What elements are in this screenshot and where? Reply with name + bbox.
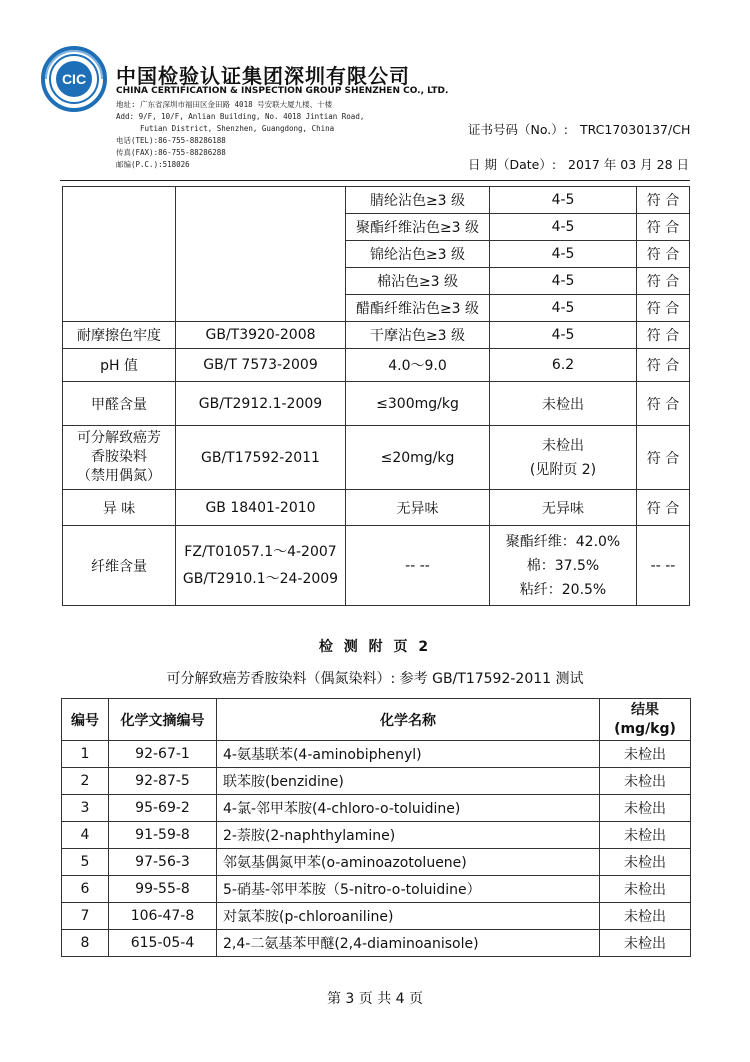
- header-divider: [60, 180, 690, 181]
- table-row: [63, 322, 690, 349]
- requirement: 醋酯纤维沾色≥3 级: [346, 295, 490, 322]
- cas-number: 92-87-5: [109, 768, 217, 795]
- row-no: 8: [62, 930, 109, 957]
- col-header-result: 结果 (mg/kg): [600, 699, 691, 741]
- verdict: 符 合: [637, 322, 690, 349]
- table-row: [63, 382, 690, 426]
- chemical-name: 4-氨基联苯(4-aminobiphenyl): [217, 741, 600, 768]
- results-table: [62, 186, 690, 606]
- cert-number-row: [468, 120, 690, 138]
- company-name-en: CHINA CERTIFICATION & INSPECTION GROUP SHENZHEN CO., LTD.: [116, 86, 449, 96]
- test-item: 可分解致癌芳 香胺染料 （禁用偶氮）: [63, 426, 176, 490]
- row-no: 6: [62, 876, 109, 903]
- test-standard: [176, 187, 346, 322]
- chemical-name: 2,4-二氨基苯甲醚(2,4-diaminoanisole): [217, 930, 600, 957]
- cas-number: 95-69-2: [109, 795, 217, 822]
- cert-number: TRC17030137/CH: [579, 122, 691, 137]
- requirement: 棉沾色≥3 级: [346, 268, 490, 295]
- result: 4-5: [490, 214, 637, 241]
- test-item: pH 值: [63, 349, 176, 382]
- requirement: 腈纶沾色≥3 级: [346, 187, 490, 214]
- requirement: -- --: [346, 526, 490, 606]
- date-value: 2017 年 03 月 28 日: [568, 157, 690, 172]
- verdict: 符 合: [637, 268, 690, 295]
- chemical-result: 未检出: [600, 876, 691, 903]
- requirement: 锦纶沾色≥3 级: [346, 241, 490, 268]
- cas-number: 106-47-8: [109, 903, 217, 930]
- test-item: 耐摩擦色牢度: [63, 322, 176, 349]
- table-row: [63, 187, 690, 214]
- verdict: 符 合: [637, 187, 690, 214]
- test-standard: FZ/T01057.1～4-2007 GB/T2910.1～24-2009: [176, 526, 346, 606]
- table-row: [62, 741, 691, 768]
- result: 无异味: [490, 490, 637, 526]
- chemical-result: 未检出: [600, 795, 691, 822]
- page-number: 第 3 页 共 4 页: [326, 991, 424, 1007]
- postcode-line: 邮编(P.C.):518026: [116, 160, 190, 169]
- requirement: 无异味: [346, 490, 490, 526]
- appendix-title: 检 测 附 页 2: [318, 639, 432, 655]
- address-line: Add: 9/F, 10/F, Anlian Building, No. 4018 Jintian Road,: [116, 112, 365, 121]
- chemical-result: 未检出: [600, 903, 691, 930]
- col-header-cas: 化学文摘编号: [109, 699, 217, 741]
- chemical-name: 2-萘胺(2-naphthylamine): [217, 822, 600, 849]
- verdict: 符 合: [637, 490, 690, 526]
- test-item: 纤维含量: [63, 526, 176, 606]
- verdict: 符 合: [637, 295, 690, 322]
- chemical-name: 邻氨基偶氮甲苯(o-aminoazotoluene): [217, 849, 600, 876]
- table-row: [63, 349, 690, 382]
- verdict: -- --: [637, 526, 690, 606]
- verdict: 符 合: [637, 214, 690, 241]
- result: 4-5: [490, 295, 637, 322]
- chemical-result: 未检出: [600, 768, 691, 795]
- table-row: [63, 526, 690, 606]
- row-no: 7: [62, 903, 109, 930]
- date-row: [468, 155, 689, 173]
- table-row: [62, 876, 691, 903]
- requirement: 聚酯纤维沾色≥3 级: [346, 214, 490, 241]
- company-name-cn: 中国检验认证集团深圳有限公司: [116, 64, 410, 88]
- result: 4-5: [490, 268, 637, 295]
- table-row: [62, 822, 691, 849]
- fax-line: 传真(FAX):86-755-88286288: [116, 148, 226, 157]
- test-item: [63, 187, 176, 322]
- table-row: [62, 768, 691, 795]
- test-standard: GB/T3920-2008: [176, 322, 346, 349]
- test-item: 异 味: [63, 490, 176, 526]
- amine-table: [61, 698, 691, 957]
- table-row: [63, 426, 690, 490]
- cas-number: 91-59-8: [109, 822, 217, 849]
- chemical-name: 4-氯-邻甲苯胺(4-chloro-o-toluidine): [217, 795, 600, 822]
- table-row: [63, 490, 690, 526]
- verdict: 符 合: [637, 349, 690, 382]
- date-label: 日 期（Date）:: [468, 157, 557, 172]
- cas-number: 615-05-4: [109, 930, 217, 957]
- chemical-name: 对氯苯胺(p-chloroaniline): [217, 903, 600, 930]
- col-header-name: 化学名称: [217, 699, 600, 741]
- result: 4-5: [490, 322, 637, 349]
- requirement: 干摩沾色≥3 级: [346, 322, 490, 349]
- svg-text:CIC: CIC: [61, 71, 87, 87]
- cert-label: 证书号码（No.）:: [468, 122, 568, 137]
- phone-line: 电话(TEL):86-755-88286188: [116, 136, 226, 145]
- table-row: [62, 930, 691, 957]
- address-line: 地址: 广东省深圳市福田区金田路 4018 号安联大厦九楼、十楼: [116, 100, 333, 109]
- test-standard: GB 18401-2010: [176, 490, 346, 526]
- row-no: 2: [62, 768, 109, 795]
- chemical-result: 未检出: [600, 930, 691, 957]
- chemical-name: 5-硝基-邻甲苯胺（5-nitro-o-toluidine）: [217, 876, 600, 903]
- chemical-result: 未检出: [600, 849, 691, 876]
- row-no: 1: [62, 741, 109, 768]
- requirement: 4.0～9.0: [346, 349, 490, 382]
- verdict: 符 合: [637, 382, 690, 426]
- row-no: 5: [62, 849, 109, 876]
- verdict: 符 合: [637, 241, 690, 268]
- result: 聚酯纤维：42.0% 棉：37.5% 粘纤：20.5%: [490, 526, 637, 606]
- appendix-subtitle: 可分解致癌芳香胺染料（偶氮染料）: 参考 GB/T17592-2011 测试: [166, 671, 584, 687]
- test-standard: GB/T2912.1-2009: [176, 382, 346, 426]
- row-no: 3: [62, 795, 109, 822]
- requirement: ≤20mg/kg: [346, 426, 490, 490]
- requirement: ≤300mg/kg: [346, 382, 490, 426]
- result: 未检出: [490, 382, 637, 426]
- table-row: [62, 795, 691, 822]
- table-row: [62, 849, 691, 876]
- result: 未检出 (见附页 2): [490, 426, 637, 490]
- cic-logo: [40, 45, 108, 113]
- result: 6.2: [490, 349, 637, 382]
- result: 4-5: [490, 241, 637, 268]
- cas-number: 92-67-1: [109, 741, 217, 768]
- chemical-result: 未检出: [600, 822, 691, 849]
- row-no: 4: [62, 822, 109, 849]
- chemical-name: 联苯胺(benzidine): [217, 768, 600, 795]
- test-standard: GB/T17592-2011: [176, 426, 346, 490]
- col-header-no: 编号: [62, 699, 109, 741]
- verdict: 符 合: [637, 426, 690, 490]
- table-header-row: [62, 699, 691, 741]
- test-standard: GB/T 7573-2009: [176, 349, 346, 382]
- address-line: Futian District, Shenzhen, Guangdong, China: [140, 124, 335, 133]
- table-row: [62, 903, 691, 930]
- result: 4-5: [490, 187, 637, 214]
- test-item: 甲醛含量: [63, 382, 176, 426]
- cas-number: 99-55-8: [109, 876, 217, 903]
- cas-number: 97-56-3: [109, 849, 217, 876]
- chemical-result: 未检出: [600, 741, 691, 768]
